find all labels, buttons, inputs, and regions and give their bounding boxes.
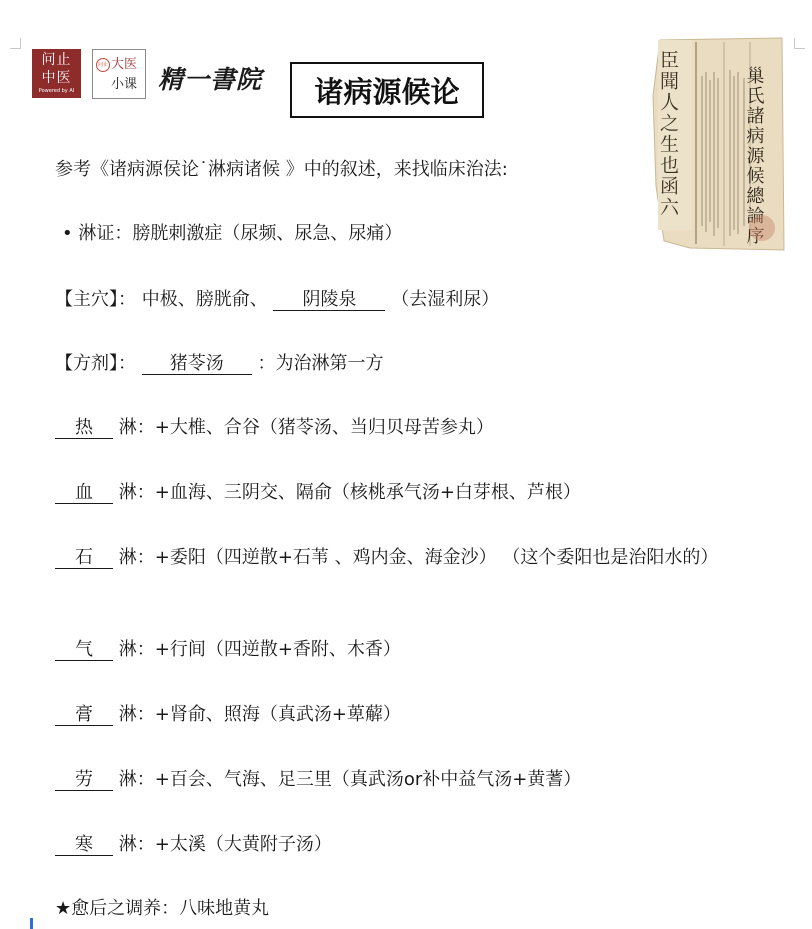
dayi-logo-line1: 大医 — [111, 57, 138, 72]
intro-line: 参考《诸病源侯论˙淋病诸候 》中的叙述，来找临床治法: — [55, 159, 508, 180]
list-item — [55, 703, 401, 727]
bullet-mark: • — [62, 223, 73, 244]
list-item-text: 淋：+行间（四逆散+香附、木香） — [118, 639, 401, 660]
main-points-suffix: （去湿利尿） — [391, 289, 500, 310]
wenzhi-logo-line1: 问止 — [41, 52, 72, 68]
formula-blank: 猪苓汤 — [142, 353, 252, 375]
list-item-blank: 膏 — [55, 704, 113, 726]
list-item-blank: 血 — [55, 482, 113, 504]
list-item-text: 淋：+血海、三阴交、隔俞（核桃承气汤+白芽根、芦根） — [118, 482, 581, 503]
main-points-text: 中极、膀胱俞、 — [141, 289, 268, 310]
ancient-book-image — [650, 36, 785, 252]
main-points-blank: 阴陵泉 — [273, 289, 385, 311]
list-item — [55, 638, 401, 662]
list-item-text: 淋：+委阳（四逆散+石苇 、鸡内金、海金沙） （这个委阳也是治阳水的） — [118, 547, 719, 568]
formula-line — [55, 352, 383, 376]
list-item — [55, 416, 494, 440]
list-item-text: 淋：+太溪（大黄附子汤） — [118, 834, 332, 855]
wenzhi-logo-tagline: Powered by AI — [38, 88, 75, 94]
list-item-blank: 劳 — [55, 769, 113, 791]
list-item-text: 淋：+大椎、合谷（猪苓汤、当归贝母苦参丸） — [118, 417, 494, 438]
symptom-line — [62, 222, 402, 246]
list-item — [55, 545, 775, 571]
wenzhi-logo — [32, 49, 81, 98]
list-item — [55, 481, 581, 505]
main-points-line — [55, 288, 499, 312]
after-care-line: ★愈后之调养：八味地黄丸 — [55, 898, 270, 919]
list-item-text: 淋：+肾俞、照海（真武汤+萆薢） — [118, 704, 401, 725]
list-item-blank: 气 — [55, 639, 113, 661]
list-item-text: 淋：+百会、气海、足三里（真武汤or补中益气汤+黄蓍） — [118, 769, 582, 790]
list-item — [55, 833, 332, 857]
formula-suffix: ：为治淋第一方 — [257, 353, 384, 374]
main-points-label: 【主穴】： — [55, 289, 136, 310]
page-corner-mark-left — [10, 38, 21, 49]
book-title-column: 巢氏諸病源候總論序 — [743, 66, 765, 246]
book-side-column: 臣聞人之生也函六 — [657, 50, 679, 218]
dayi-xiaoke-logo — [92, 49, 146, 99]
formula-label: 【方剂】： — [55, 353, 136, 374]
page-corner-mark-right — [794, 38, 805, 49]
jingyi-shuyuan-calligraphy-logo: 精一書院 — [158, 65, 263, 94]
list-item-blank: 寒 — [55, 834, 113, 856]
text-cursor — [30, 918, 33, 929]
list-item-blank: 石 — [55, 547, 113, 569]
seal-stamp: 问止 — [96, 58, 110, 72]
dayi-logo-line2: 小课 — [111, 77, 138, 92]
document-title: 诸病源候论 — [314, 74, 460, 109]
document-title-box — [290, 62, 484, 118]
wenzhi-logo-line2: 中医 — [41, 70, 72, 86]
list-item — [55, 768, 581, 792]
list-item-blank: 热 — [55, 417, 113, 439]
symptom-text: 淋证：膀胱刺激症（尿频、尿急、尿痛） — [78, 223, 403, 244]
